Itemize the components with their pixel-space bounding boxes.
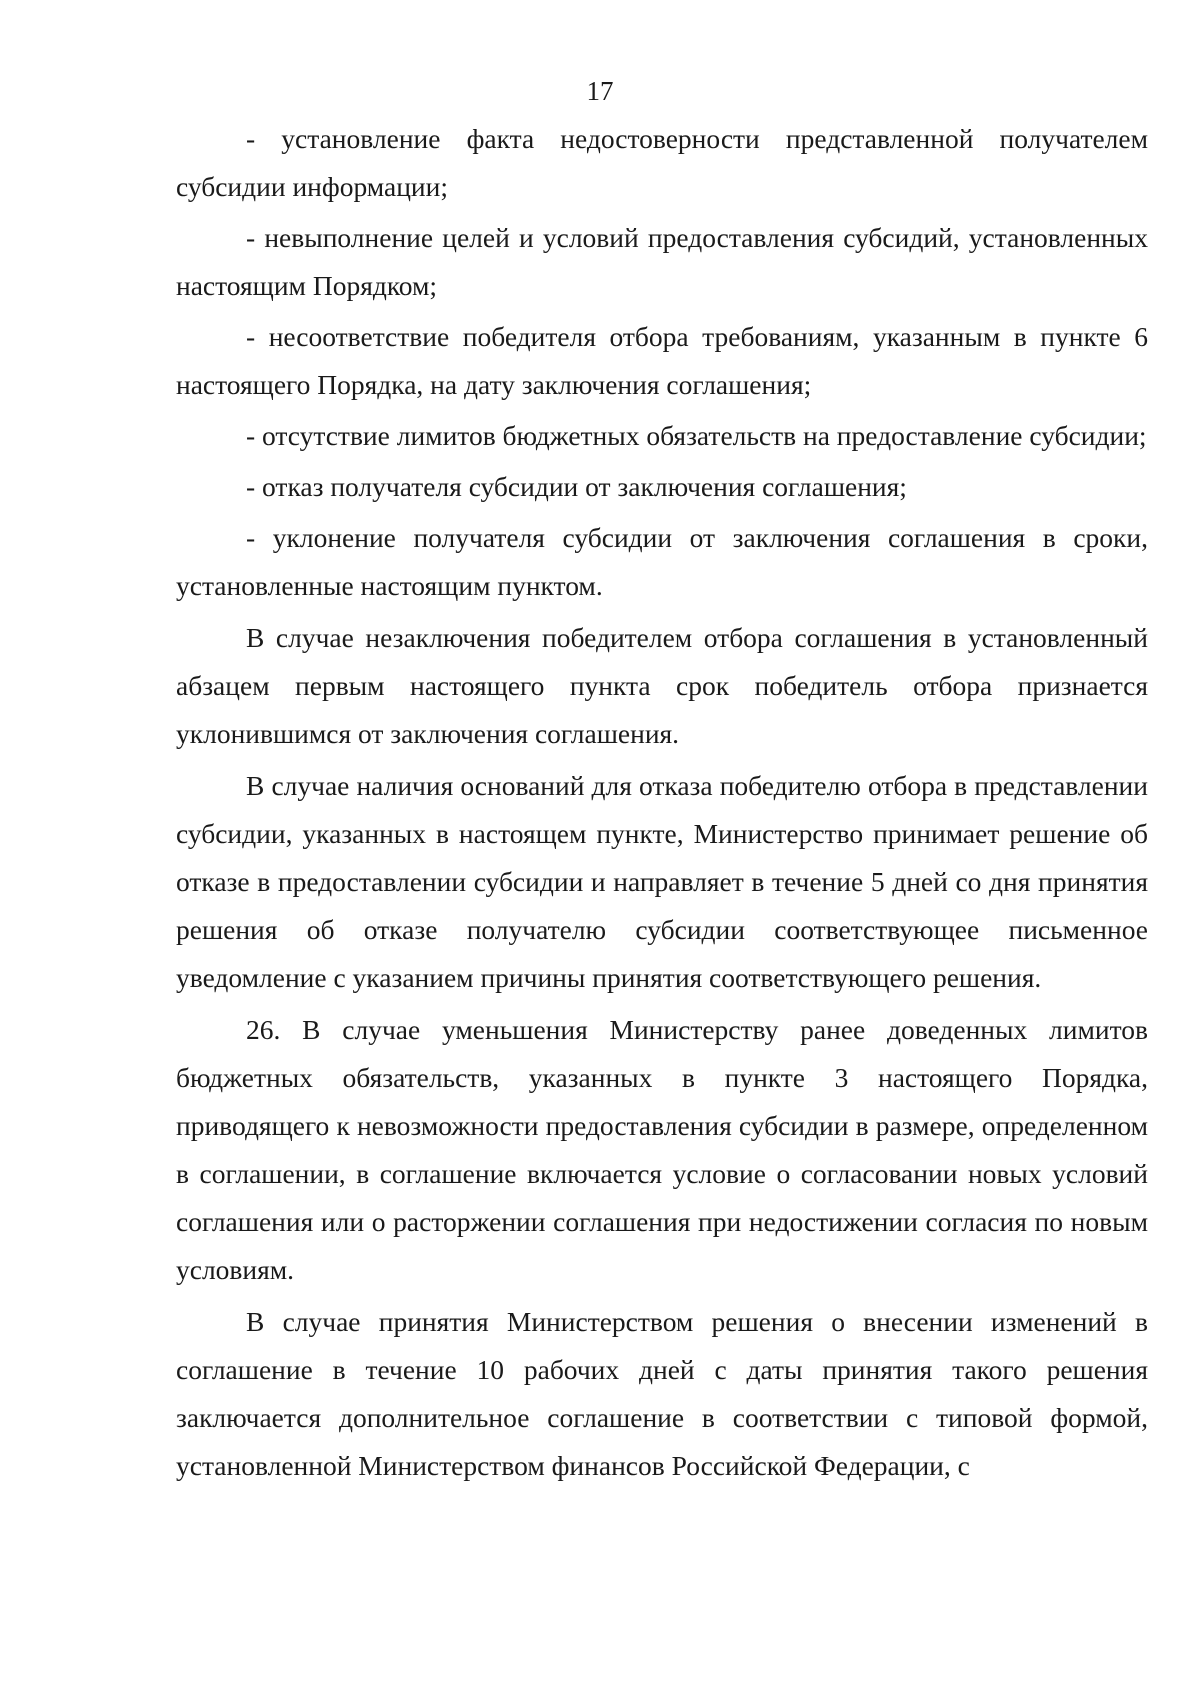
paragraph-1: - установление факта недостоверности представленной получателем субсидии информации; — [176, 123, 1148, 202]
document-body — [176, 115, 1148, 1490]
paragraph-2: - невыполнение целей и условий предоставления субсидий, установленных настоящим Порядком; — [176, 222, 1148, 301]
paragraph-3: - несоответствие победителя отбора требованиям, указанным в пункте 6 настоящего Порядка, на дату заключения соглашения; — [176, 321, 1148, 400]
paragraph-6: - уклонение получателя субсидии от заключения соглашения в сроки, установленные настоящим пунктом. — [176, 522, 1148, 601]
page-number: 17 — [586, 76, 614, 106]
paragraph-7: В случае незаключения победителем отбора соглашения в установленный абзацем первым настоящего пункта срок победитель отбора признается уклонившимся от заключения соглашения. — [176, 622, 1148, 749]
paragraph-10: В случае принятия Министерством решения о внесении изменений в соглашение в течение 10 рабочих дней с даты принятия такого решения заключается дополнительное соглашение в соответствии с типовой формой, установленной Министерством финансов Российской Федерации, с — [176, 1306, 1148, 1481]
paragraph-5: - отказ получателя субсидии от заключения соглашения; — [246, 471, 907, 502]
paragraph-9: 26. В случае уменьшения Министерству ранее доведенных лимитов бюджетных обязательств, указанных в пункте 3 настоящего Порядка, приводящего к невозможности предоставления субсидии в размере, определенном в соглашении, в соглашение включается условие о согласовании новых условий соглашения или о расторжении соглашения при недостижении согласия по новым условиям. — [176, 1014, 1148, 1285]
paragraph-4: - отсутствие лимитов бюджетных обязательств на предоставление субсидии; — [246, 420, 1147, 451]
paragraph-8: В случае наличия оснований для отказа победителю отбора в представлении субсидии, указанных в настоящем пункте, Министерство принимает решение об отказе в предоставлении субсидии и направляет в течение 5 дней со дня принятия решения об отказе получателю субсидии соответствующее письменное уведомление с указанием причины принятия соответствующего решения. — [176, 770, 1148, 993]
